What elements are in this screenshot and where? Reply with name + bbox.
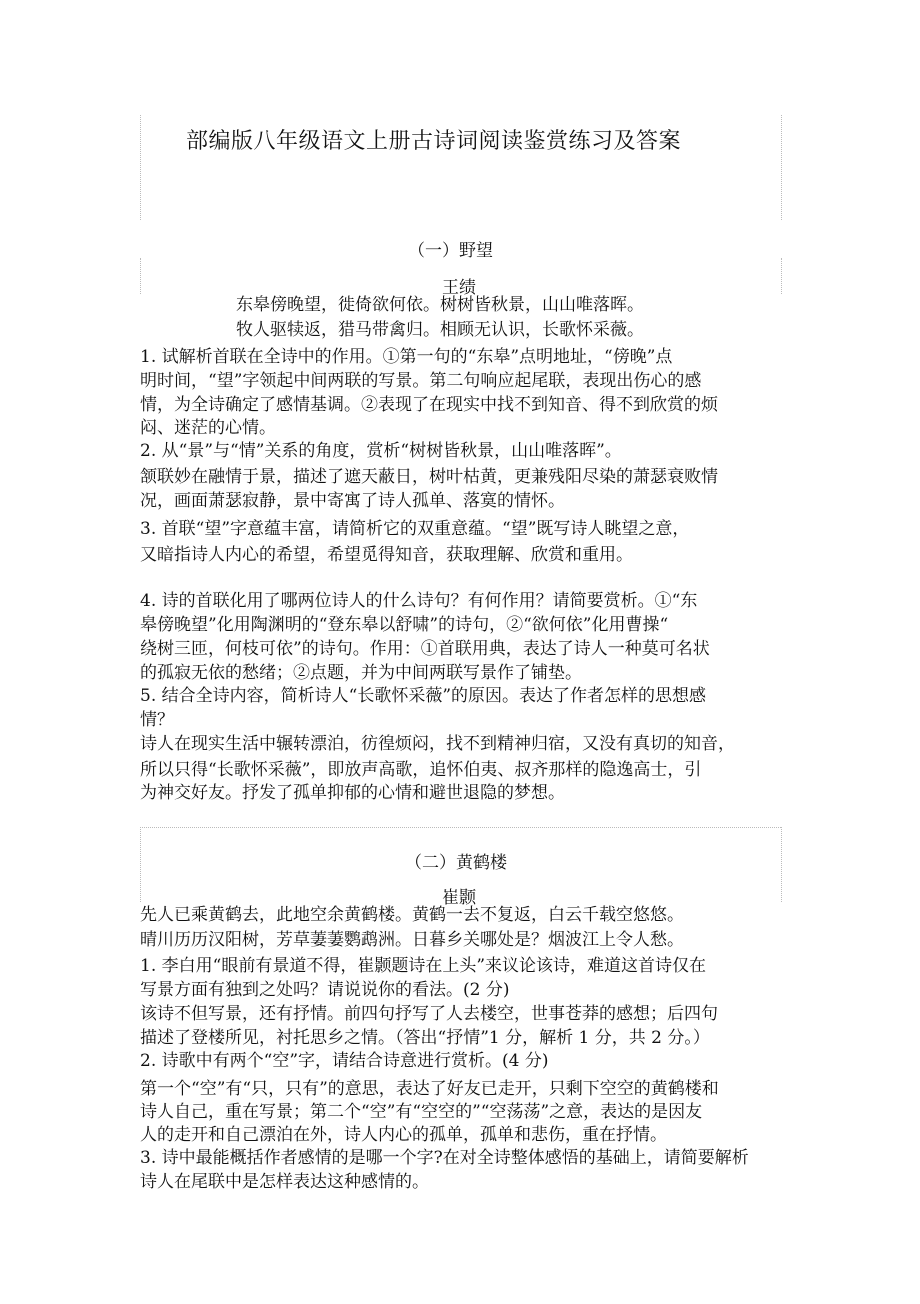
- page-title: 部编版八年级语文上册古诗词阅读鉴赏练习及答案: [186, 129, 682, 154]
- poem-author: 崔颢: [442, 888, 476, 908]
- poem-author: 王绩: [442, 278, 476, 298]
- section-heading: （二）黄鹤楼: [405, 853, 507, 873]
- qa-line: 第一个“空”有“只，只有”的意思，表达了好友已走开，只剩下空空的黄鹤楼和: [140, 1079, 719, 1099]
- qa-line: 1. 李白用“眼前有景道不得，崔颢题诗在上头”来议论该诗，难道这首诗仅在: [140, 956, 707, 976]
- qa-line: 5. 结合全诗内容，简析诗人“长歌怀采薇”的原因。表达了作者怎样的思想感: [140, 686, 707, 706]
- border-line: [781, 258, 782, 294]
- border-line: [140, 258, 141, 294]
- qa-line: 描述了登楼所见，衬托思乡之情。（答出“抒情”1 分，解析 1 分，共 2 分。）: [140, 1028, 710, 1048]
- qa-line: 该诗不但写景，还有抒情。前四句抒写了人去楼空，世事苍莽的感想；后四句: [140, 1004, 718, 1024]
- border-line: [140, 827, 141, 902]
- qa-line: 人的走开和自己漂泊在外，诗人内心的孤单，孤单和悲伤，重在抒情。: [140, 1125, 667, 1145]
- qa-line: 写景方面有独到之处吗？请说说你的看法。(2 分): [140, 980, 510, 1000]
- border-line: [781, 115, 782, 220]
- poem-line: 东皋傍晚望，徙倚欲何依。树树皆秋景，山山唯落晖。: [236, 295, 644, 315]
- qa-line: 绕树三匝，何枝可依”的诗句。作用：①首联用典，表达了诗人一种莫可名状: [140, 639, 710, 659]
- qa-line: 为神交好友。抒发了孤单抑郁的心情和避世退隐的梦想。: [140, 783, 565, 803]
- qa-line: 况，画面萧瑟寂静，景中寄寓了诗人孤单、落寞的情怀。: [140, 491, 565, 511]
- qa-line: 皋傍晚望”化用陶渊明的“登东皋以舒啸”的诗句，②“欲何依”化用曹操“: [140, 615, 669, 635]
- qa-line: 所以只得“长歌怀采薇”，即放声高歌，追怀伯夷、叔齐那样的隐逸高士，引: [140, 760, 702, 780]
- qa-line: 3. 首联“望”字意蕴丰富，请简析它的双重意蕴。“望”既写诗人眺望之意，: [140, 519, 690, 539]
- poem-line: 晴川历历汉阳树，芳草萋萋鹦鹉洲。日暮乡关哪处是？烟波江上令人愁。: [140, 930, 684, 950]
- border-line: [140, 115, 141, 220]
- qa-line: 1. 试解析首联在全诗中的作用。①第一句的“东皋”点明地址，“傍晚”点: [140, 347, 673, 367]
- border-line: [781, 827, 782, 902]
- border-line: [140, 827, 781, 828]
- poem-line: 牧人驱犊返，猎马带禽归。相顾无认识，长歌怀采薇。: [236, 320, 644, 340]
- poem-line: 先人已乘黄鹤去，此地空余黄鹤楼。黄鹤一去不复返，白云千载空悠悠。: [140, 905, 684, 925]
- qa-line: 诗人在现实生活中辗转漂泊，彷徨烦闷，找不到精神归宿，又没有真切的知音，: [140, 734, 735, 754]
- qa-line: 又暗指诗人内心的希望，希望觅得知音，获取理解、欣赏和重用。: [140, 545, 633, 565]
- qa-line: 闷、迷茫的心情。: [140, 418, 276, 438]
- qa-line: 诗人自己，重在写景；第二个“空”有“空空的”“空荡荡”之意，表达的是因友: [140, 1102, 703, 1122]
- qa-line: 3. 诗中最能概括作者感情的是哪一个字?在对全诗整体感悟的基础上，请简要解析: [140, 1148, 749, 1168]
- section-heading: （一）野望: [408, 241, 493, 261]
- qa-line: 2. 诗歌中有两个“空”字，请结合诗意进行赏析。(4 分): [140, 1051, 549, 1071]
- qa-line: 的孤寂无依的愁绪；②点题，并为中间两联写景作了铺垫。: [140, 663, 582, 683]
- qa-line: 4. 诗的首联化用了哪两位诗人的什么诗句？有何作用？请简要赏析。①“东: [140, 591, 698, 611]
- qa-line: 2. 从“景”与“情”关系的角度，赏析“树树皆秋景，山山唯落晖”。: [140, 441, 622, 461]
- qa-line: 情？: [140, 710, 174, 730]
- qa-line: 诗人在尾联中是怎样表达这种感情的。: [140, 1172, 429, 1192]
- qa-line: 颔联妙在融情于景，描述了遮天蔽日，树叶枯黄，更兼残阳尽染的萧瑟衰败情: [140, 467, 718, 487]
- qa-line: 明时间，“望”字领起中间两联的写景。第二句响应起尾联，表现出伤心的感: [140, 371, 702, 391]
- qa-line: 情，为全诗确定了感情基调。②表现了在现实中找不到知音、得不到欣赏的烦: [140, 395, 718, 415]
